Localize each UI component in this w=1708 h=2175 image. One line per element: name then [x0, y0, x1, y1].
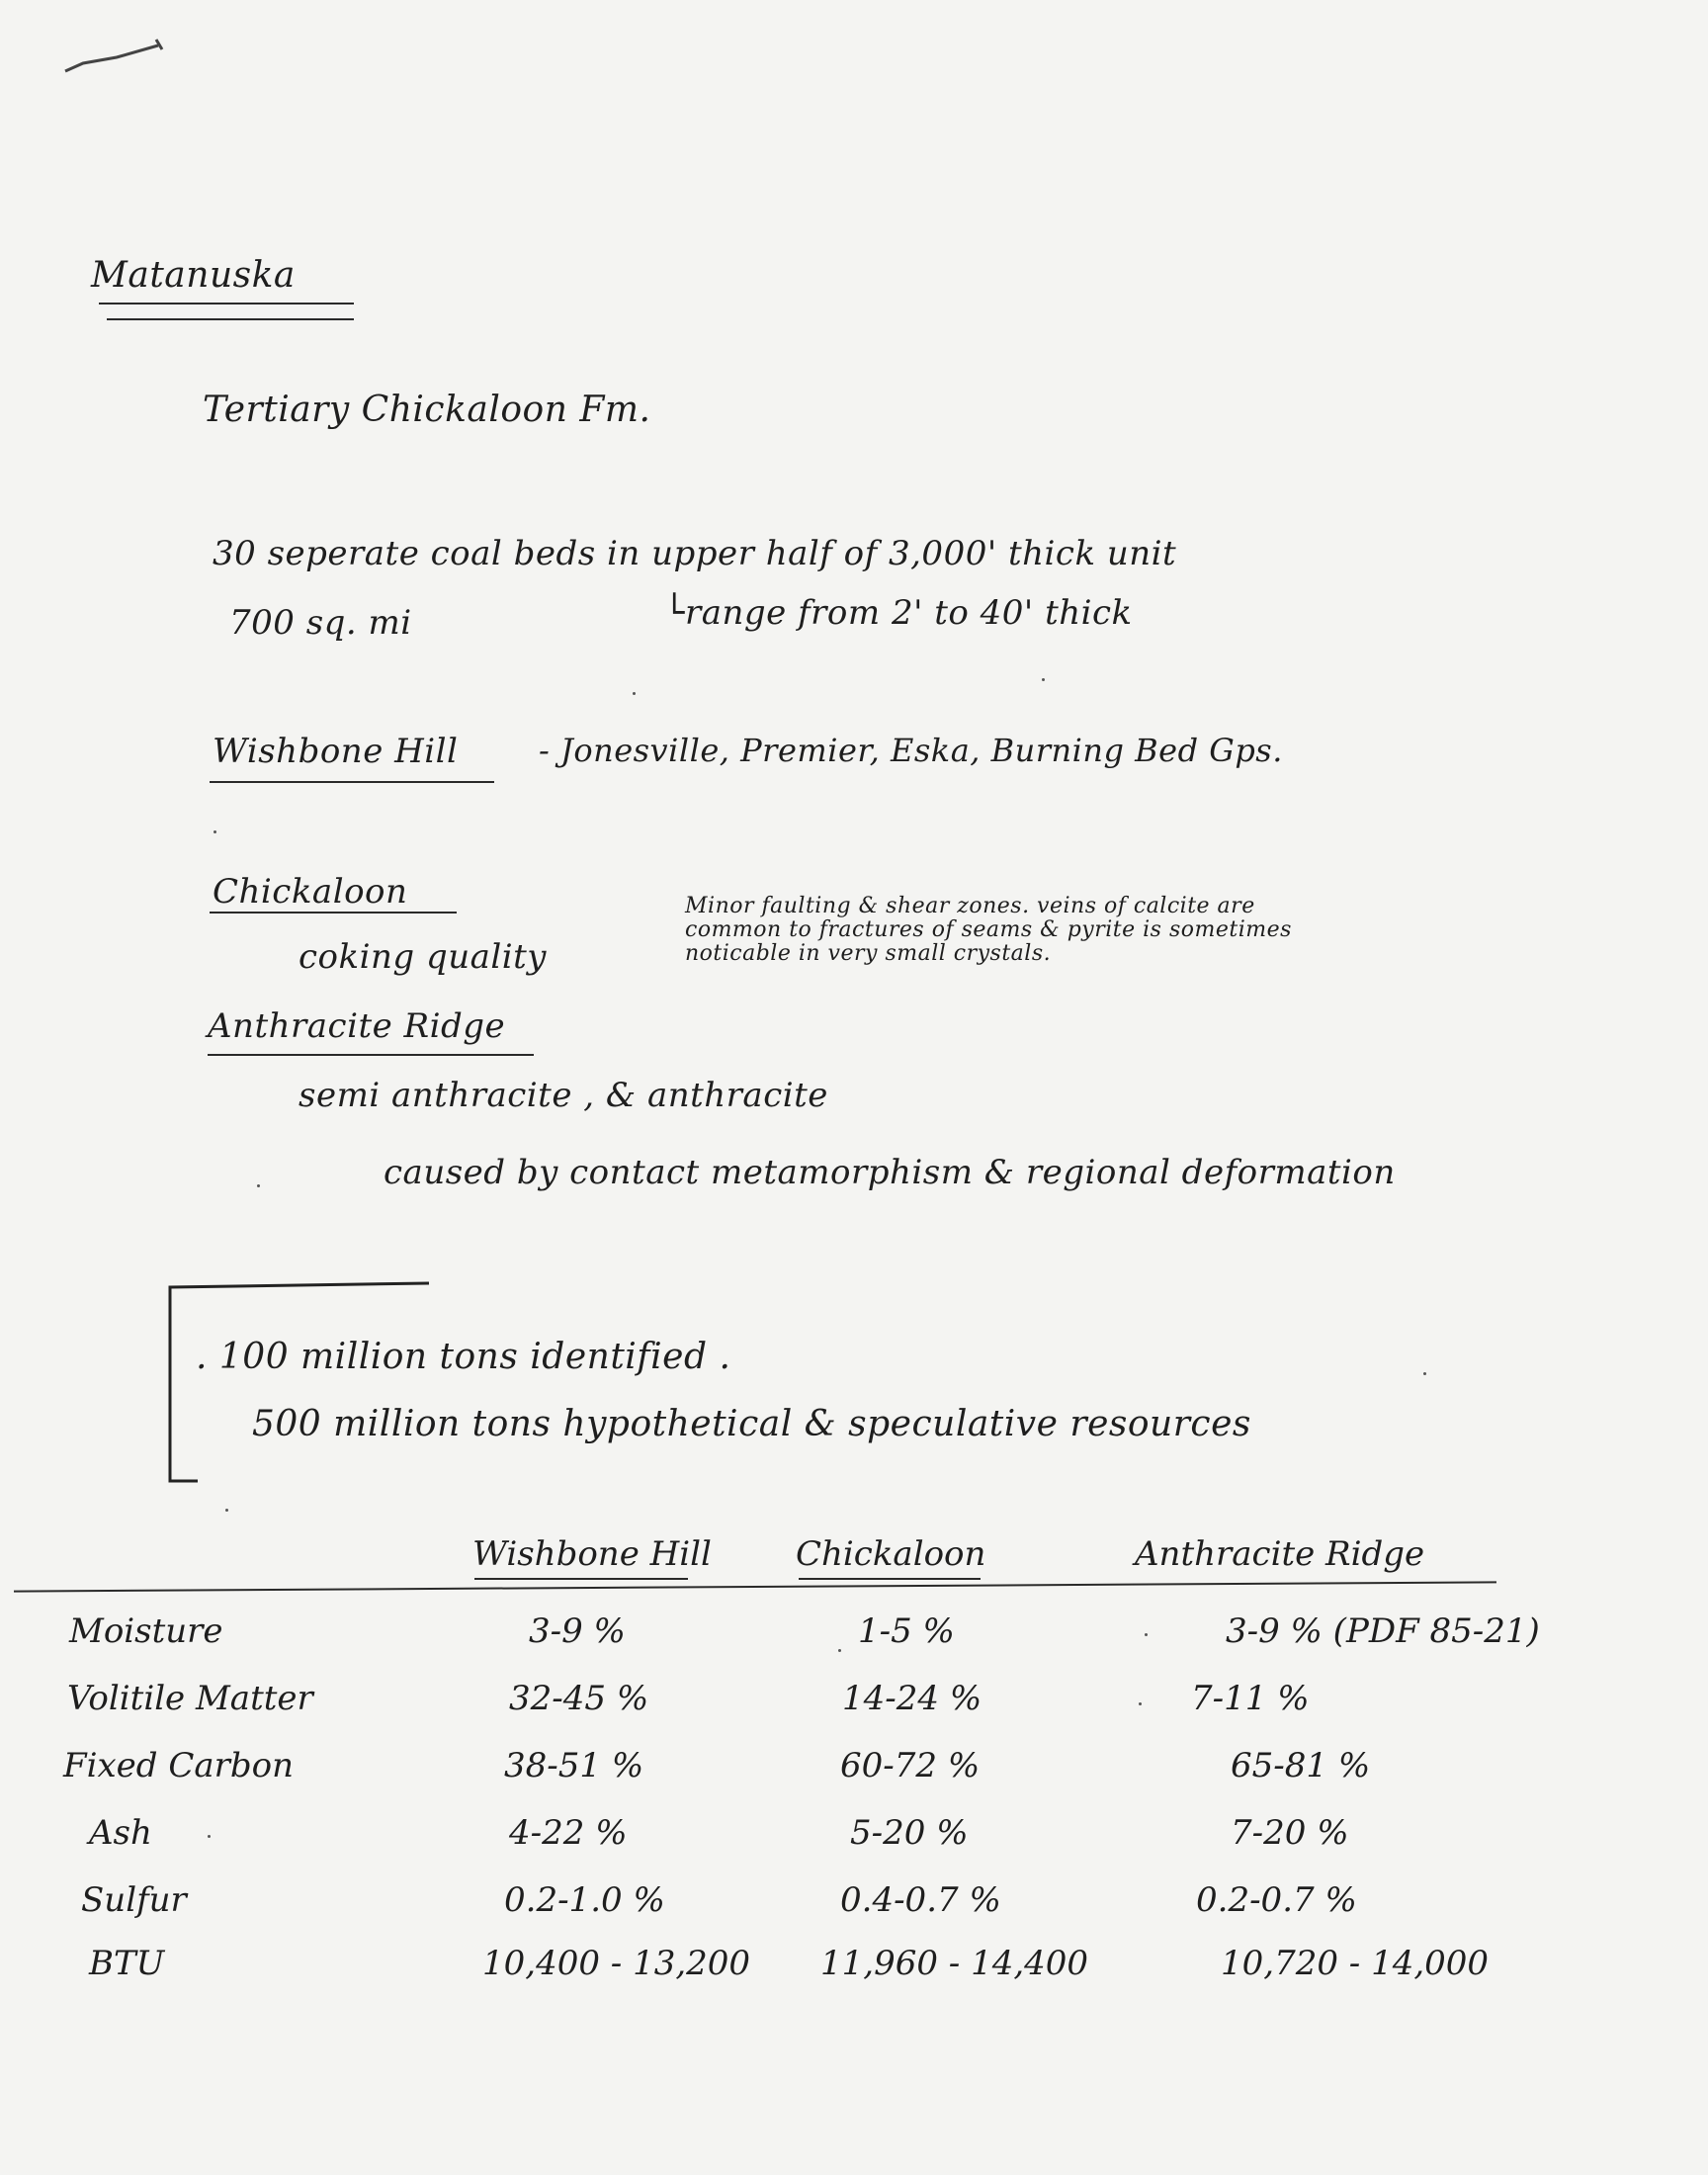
column-header-underline-2	[799, 1578, 981, 1580]
scan-speck	[1042, 678, 1045, 681]
table-cell-anthracite-fixed-carbon: 65-81 %	[1231, 1746, 1371, 1785]
staple-mark	[59, 28, 168, 77]
anthracite-ridge-label: Anthracite Ridge	[208, 1006, 506, 1046]
table-cell-chickaloon-moisture: 1-5 %	[858, 1611, 955, 1651]
thickness-range-text: └range from 2' to 40' thick	[664, 593, 1133, 633]
scan-speck	[208, 1835, 211, 1838]
table-cell-chickaloon-btu: 11,960 - 14,400	[820, 1944, 1089, 1983]
table-cell-wishbone-ash: 4-22 %	[509, 1813, 628, 1853]
table-row-label: Fixed Carbon	[63, 1746, 295, 1785]
table-cell-anthracite-ash: 7-20 %	[1231, 1813, 1349, 1853]
heading-underline-2	[107, 318, 354, 320]
scan-speck	[1423, 1372, 1426, 1375]
scan-speck	[225, 1509, 228, 1512]
heading-underline-1	[99, 303, 354, 304]
table-cell-anthracite-sulfur: 0.2-0.7 %	[1196, 1880, 1357, 1920]
table-row-label: Volitile Matter	[67, 1679, 313, 1718]
wishbone-hill-underline	[210, 781, 494, 783]
chickaloon-note-line-1: Minor faulting & shear zones. veins of calcite are	[685, 894, 1255, 918]
wishbone-hill-label: Wishbone Hill	[213, 732, 459, 771]
table-cell-chickaloon-sulfur: 0.4-0.7 %	[840, 1880, 1001, 1920]
chickaloon-note-line-2: common to fractures of seams & pyrite is sometimes	[685, 917, 1292, 942]
page-heading: Matanuska	[91, 255, 296, 296]
table-cell-wishbone-sulfur: 0.2-1.0 %	[504, 1880, 665, 1920]
formation-title: Tertiary Chickaloon Fm.	[203, 390, 651, 430]
coal-beds-line: 30 seperate coal beds in upper half of 3,000' thick unit	[213, 534, 1177, 573]
table-column-header-chickaloon: Chickaloon	[796, 1534, 986, 1574]
table-cell-chickaloon-volatile: 14-24 %	[842, 1679, 982, 1718]
table-cell-anthracite-moisture: 3-9 % (PDF 85-21)	[1226, 1611, 1540, 1651]
hypothetical-resources: 500 million tons hypothetical & speculative resources	[252, 1404, 1251, 1444]
anthracite-grade-text: semi anthracite , & anthracite	[299, 1076, 828, 1115]
table-header-rule	[14, 1581, 1496, 1592]
table-cell-anthracite-btu: 10,720 - 14,000	[1221, 1944, 1490, 1983]
table-cell-anthracite-volatile: 7-11 %	[1191, 1679, 1310, 1718]
table-row-label: Ash	[89, 1813, 152, 1853]
table-row-label: Sulfur	[81, 1880, 187, 1920]
table-column-header-anthracite-ridge: Anthracite Ridge	[1135, 1534, 1425, 1574]
scan-speck	[1139, 1702, 1142, 1705]
scan-speck	[633, 692, 636, 695]
column-header-underline-1	[474, 1578, 688, 1580]
coking-quality-text: coking quality	[299, 937, 548, 977]
anthracite-cause-text: caused by contact metamorphism & regional deformation	[384, 1153, 1396, 1192]
table-row-label: Moisture	[69, 1611, 223, 1651]
table-cell-chickaloon-ash: 5-20 %	[850, 1813, 969, 1853]
table-column-header-wishbone-hill: Wishbone Hill	[472, 1534, 712, 1574]
table-row-label: BTU	[89, 1944, 165, 1983]
resources-bracket	[158, 1277, 435, 1495]
table-cell-chickaloon-fixed-carbon: 60-72 %	[840, 1746, 981, 1785]
scan-speck	[257, 1184, 260, 1187]
identified-resources: . 100 million tons identified .	[196, 1337, 731, 1377]
wishbone-hill-groups: - Jonesville, Premier, Eska, Burning Bed Gps.	[539, 732, 1283, 769]
table-cell-wishbone-fixed-carbon: 38-51 %	[504, 1746, 644, 1785]
table-cell-wishbone-moisture: 3-9 %	[529, 1611, 626, 1651]
chickaloon-note-line-3: noticable in very small crystals.	[685, 941, 1052, 966]
scan-speck	[1145, 1633, 1148, 1636]
scan-speck	[214, 830, 216, 833]
area-text: 700 sq. mi	[229, 603, 412, 643]
chickaloon-label: Chickaloon	[213, 872, 408, 912]
chickaloon-underline	[210, 912, 457, 914]
table-cell-wishbone-btu: 10,400 - 13,200	[482, 1944, 751, 1983]
table-cell-wishbone-volatile: 32-45 %	[509, 1679, 649, 1718]
anthracite-ridge-underline	[208, 1054, 534, 1056]
scan-speck	[838, 1649, 841, 1652]
